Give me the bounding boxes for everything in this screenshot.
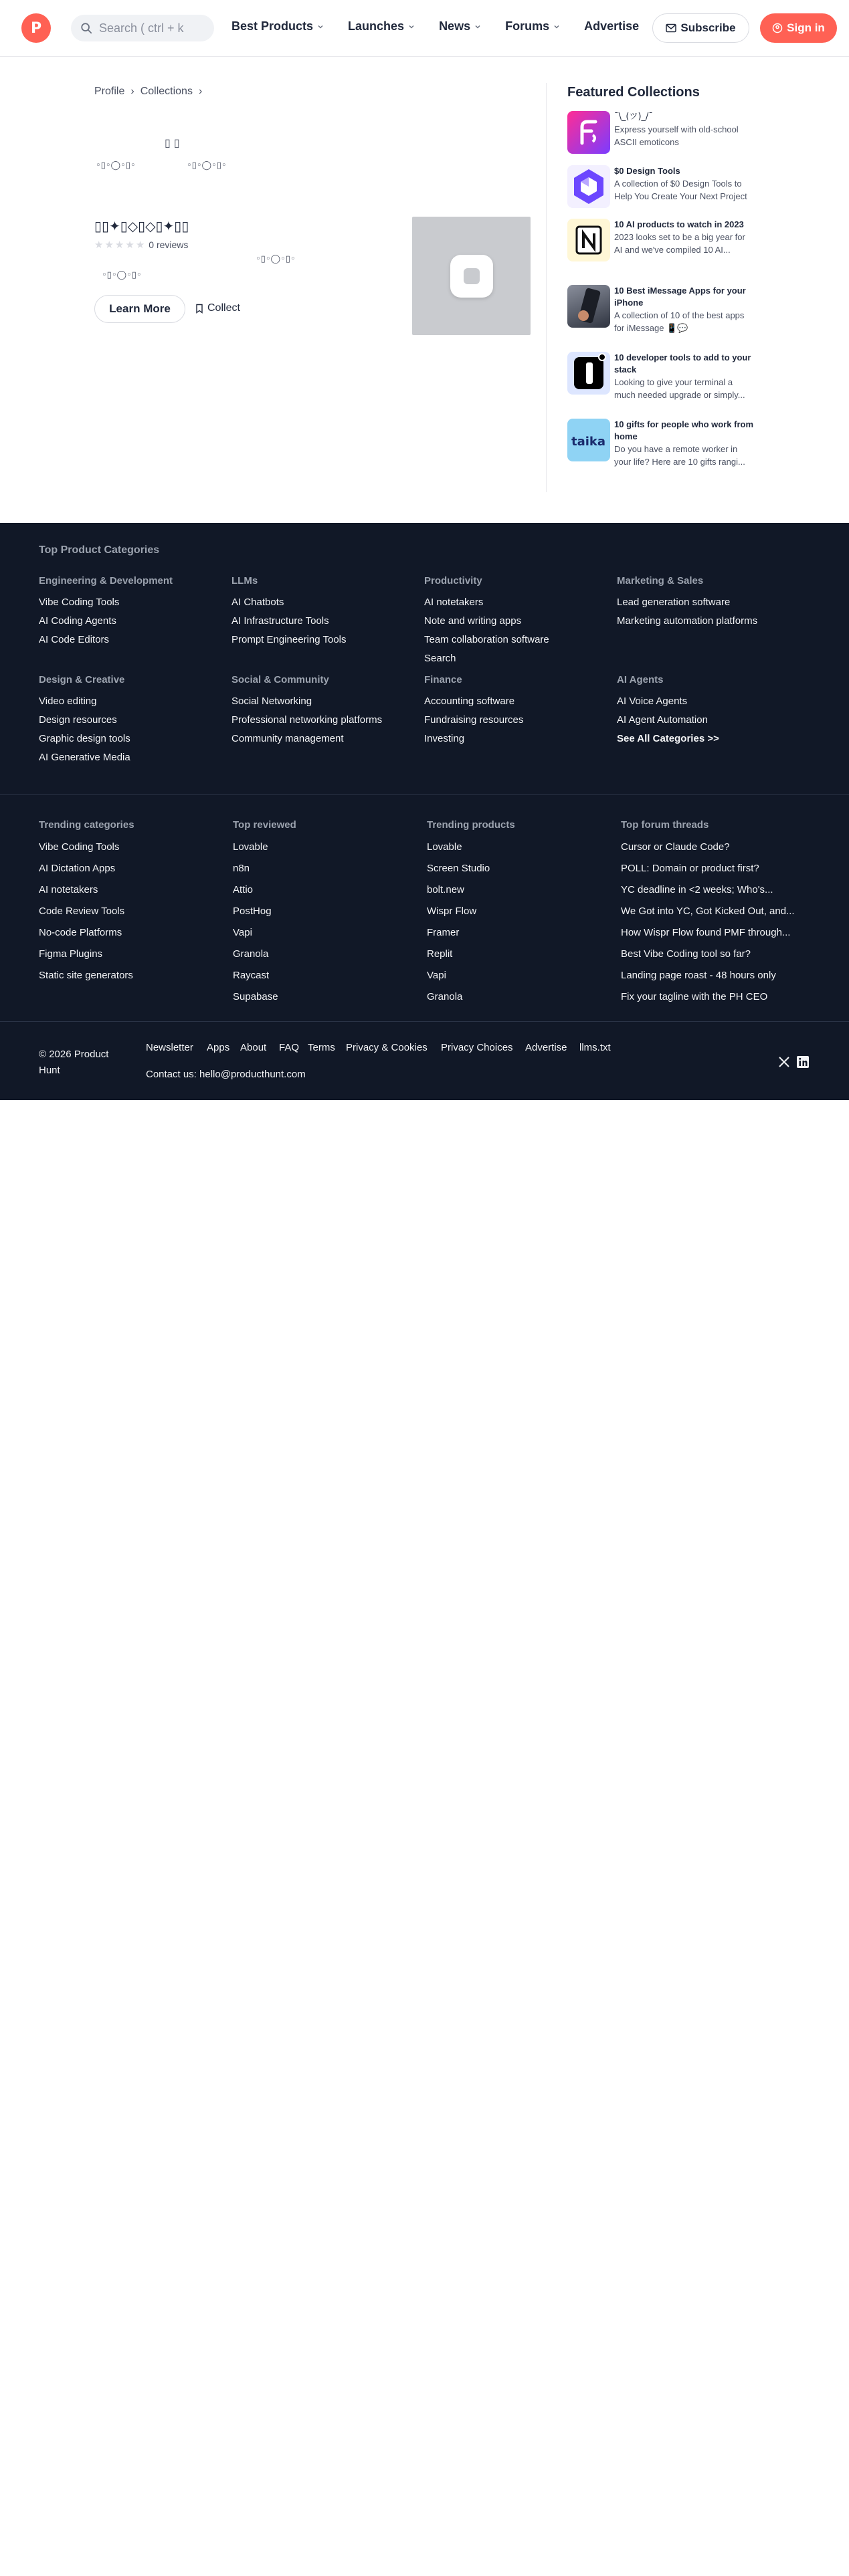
featured-collection-item[interactable] [567,111,761,158]
footer-bottom-link[interactable]: Advertise [525,1042,567,1053]
product-meta-glyphs: ◦▯◦◯◦▯◦ [102,270,142,280]
collection-desc: much needed upgrade or simply... [614,390,745,400]
bookmark-icon [195,304,203,314]
category-group-title: Marketing & Sales [617,575,704,586]
category-link[interactable]: Community management [231,733,344,744]
search-icon [80,22,92,34]
category-link[interactable]: Professional networking platforms [231,714,383,726]
category-link[interactable]: Social Networking [231,695,312,707]
footer-link[interactable]: Raycast [233,970,270,981]
mail-icon [666,23,676,33]
footer-column-title: Top forum threads [621,819,709,831]
nav-label: News [439,19,471,33]
contact-email-link[interactable]: Contact us: hello@producthunt.com [146,1069,306,1080]
copyright: © 2026 Product Hunt [39,1049,109,1076]
collection-desc: Looking to give your terminal a [614,377,733,387]
collection-thumbnail [567,111,610,154]
collection-desc: for iMessage 📱💬 [614,323,688,333]
breadcrumb-profile[interactable]: Profile [94,86,125,97]
product-meta-glyphs: ◦▯◦◯◦▯◦ [256,254,296,264]
category-group-title: AI Agents [617,674,664,685]
collection-desc: 2023 looks set to be a big year for [614,232,745,242]
nav-label: Launches [348,19,405,33]
footer-link[interactable]: AI notetakers [39,884,98,895]
placeholder-app-icon [450,255,493,298]
category-link[interactable]: Note and writing apps [424,615,522,627]
category-link[interactable]: AI Voice Agents [617,695,688,707]
footer-link[interactable]: How Wispr Flow found PMF through... [621,927,791,938]
collection-desc: Help You Create Your Next Project [614,191,747,201]
logo-letter: P [30,19,42,37]
category-group-title: Social & Community [231,674,329,685]
collection-name: ¯\_(ツ)_/¯ [614,112,653,122]
category-link[interactable]: AI notetakers [424,597,484,608]
footer-column-title: Trending products [427,819,515,831]
collection-desc: A collection of $0 Design Tools to [614,179,742,189]
chevron-down-icon [474,23,481,30]
star-icon: ★ [114,239,124,251]
category-link[interactable]: Investing [424,733,465,744]
collect-label: Collect [207,302,240,314]
footer-link[interactable]: We Got into YC, Got Kicked Out, and... [621,905,795,917]
footer-link[interactable]: Lovable [233,841,268,853]
footer-link[interactable]: n8n [233,863,250,874]
svg-text:taika: taika [571,435,606,449]
review-count[interactable]: 0 reviews [149,239,189,250]
featured-collection-item[interactable] [567,219,761,278]
category-link[interactable]: Lead generation software [617,597,731,608]
collection-thumbnail [567,419,610,461]
chevron-right-icon: › [130,86,134,97]
footer-link[interactable]: Vapi [233,927,252,938]
footer-bottom-link[interactable]: Newsletter [146,1042,193,1053]
breadcrumb [94,86,208,98]
footer-bottom-link[interactable]: Terms [308,1042,335,1053]
category-link[interactable]: Marketing automation platforms [617,615,758,627]
footer-link[interactable]: Lovable [427,841,462,853]
category-link[interactable]: Graphic design tools [39,733,130,744]
product-thumbnail[interactable] [412,217,531,335]
category-link[interactable]: AI Chatbots [231,597,284,608]
site-footer [0,523,849,1100]
footer-link[interactable]: Static site generators [39,970,133,981]
category-group-title: LLMs [231,575,258,586]
footer-divider [0,794,849,795]
footer-link[interactable]: Cursor or Claude Code? [621,841,730,853]
nav-forums[interactable] [505,19,560,33]
linkedin-icon[interactable] [796,1055,810,1069]
footer-link[interactable]: No-code Platforms [39,927,122,938]
footer-link[interactable]: Framer [427,927,460,938]
footer-link[interactable]: Screen Studio [427,863,490,874]
footer-link[interactable]: Granola [427,991,463,1002]
user-circle-icon [772,23,783,33]
product-title[interactable]: ▯▯✦▯◇▯◇▯✦▯▯ [94,218,189,234]
profile-stat-glyphs: ◦▯◦◯◦▯◦ [96,160,136,171]
category-link[interactable]: AI Code Editors [39,634,110,645]
learn-more-button[interactable]: Learn More [94,295,185,323]
top-header [0,0,849,57]
collection-desc: Do you have a remote worker in [614,444,738,454]
footer-bottom-link[interactable]: Privacy & Cookies [346,1042,428,1053]
featured-collections-title: Featured Collections [567,85,700,100]
category-group-title: Engineering & Development [39,575,173,586]
star-icon: ★ [104,239,114,251]
nav-label: Advertise [584,19,640,33]
category-group-title: Finance [424,674,462,685]
footer-divider [0,1021,849,1022]
footer-bottom-link[interactable]: FAQ [279,1042,300,1053]
category-link[interactable]: Design resources [39,714,117,726]
featured-collection-item[interactable] [567,285,761,344]
footer-link[interactable]: Granola [233,948,269,960]
footer-bottom-link[interactable]: Apps [207,1042,230,1053]
collection-desc: Express yourself with old-school [614,124,739,134]
star-icon: ★ [94,239,104,251]
category-group-title: Productivity [424,575,482,586]
category-link[interactable]: Video editing [39,695,97,707]
footer-link[interactable]: Supabase [233,991,278,1002]
footer-bottom-link[interactable]: llms.txt [579,1042,611,1053]
sign-in-label: Sign in [787,21,825,34]
featured-collection-item[interactable] [567,165,761,212]
collection-name: 10 AI products to watch in 2023 [614,219,744,229]
footer-link[interactable]: Wispr Flow [427,905,477,917]
collection-name: $0 Design Tools [614,166,680,176]
categories-heading: Top Product Categories [39,544,160,556]
nav-label: Forums [505,19,550,33]
main-nav [231,19,639,33]
collection-desc: ASCII emoticons [614,137,679,147]
collection-desc: AI and we've compiled 10 AI... [614,245,731,255]
footer-link[interactable]: Code Review Tools [39,905,125,917]
category-link[interactable]: See All Categories >> [617,733,719,744]
footer-link[interactable]: AI Dictation Apps [39,863,116,874]
featured-collection-item[interactable] [567,419,761,477]
star-icon: ★ [135,239,145,251]
footer-link[interactable]: Vapi [427,970,446,981]
breadcrumb-collections[interactable]: Collections [140,86,193,97]
footer-link[interactable]: YC deadline in <2 weeks; Who's... [621,884,773,895]
category-link[interactable]: AI Coding Agents [39,615,116,627]
footer-link[interactable]: Vibe Coding Tools [39,841,120,853]
profile-avatar-glyphs: ▯ ▯ [165,136,180,149]
category-link[interactable]: Prompt Engineering Tools [231,634,347,645]
collection-desc: your life? Here are 10 gifts rangi... [614,457,745,467]
footer-link[interactable]: bolt.new [427,884,464,895]
collection-thumbnail [567,165,610,208]
featured-collection-item[interactable] [567,352,761,411]
collection-name: 10 developer tools to add to your stack [614,352,751,374]
collection-thumbnail [567,285,610,328]
category-link[interactable]: Fundraising resources [424,714,524,726]
category-link[interactable]: AI Agent Automation [617,714,708,726]
collection-name: 10 gifts for people who work from home [614,419,754,441]
category-link[interactable]: Vibe Coding Tools [39,597,120,608]
sidebar-divider [546,83,547,492]
footer-column-title: Top reviewed [233,819,296,831]
category-link[interactable]: Search [424,653,456,664]
collection-desc: A collection of 10 of the best apps [614,310,745,320]
nav-advertise[interactable] [584,19,639,33]
chevron-down-icon [553,23,560,30]
category-link[interactable]: AI Generative Media [39,752,130,763]
footer-link[interactable]: Attio [233,884,254,895]
collection-thumbnail [567,352,610,395]
collect-button[interactable] [195,302,240,314]
footer-column-title: Trending categories [39,819,134,831]
x-twitter-icon[interactable] [777,1055,791,1069]
category-link[interactable]: Accounting software [424,695,515,707]
footer-bottom-link[interactable]: About [240,1042,267,1053]
nav-label: Best Products [231,19,314,33]
category-link[interactable]: Team collaboration software [424,634,549,645]
footer-link[interactable]: Best Vibe Coding tool so far? [621,948,751,960]
subscribe-button[interactable] [652,13,749,43]
product-hunt-logo[interactable] [21,13,51,43]
footer-bottom-link[interactable]: Privacy Choices [441,1042,513,1053]
collection-name: 10 Best iMessage Apps for your iPhone [614,286,746,308]
profile-stat-glyphs: ◦▯◦◯◦▯◦ [187,160,227,171]
footer-link[interactable]: POLL: Domain or product first? [621,863,759,874]
footer-link[interactable]: Landing page roast - 48 hours only [621,970,776,981]
chevron-down-icon [317,23,324,30]
star-rating [94,239,188,251]
chevron-right-icon: › [198,86,203,97]
footer-link[interactable]: PostHog [233,905,272,917]
search-placeholder: Search ( ctrl + k [99,21,184,35]
subscribe-label: Subscribe [680,21,736,34]
nav-best-products[interactable] [231,19,324,33]
chevron-down-icon [408,23,415,30]
category-group-title: Design & Creative [39,674,125,685]
collection-thumbnail [567,219,610,261]
footer-link[interactable]: Figma Plugins [39,948,103,960]
footer-link[interactable]: Fix your tagline with the PH CEO [621,991,768,1002]
footer-link[interactable]: Replit [427,948,453,960]
nav-news[interactable] [439,19,481,33]
search-input[interactable] [71,15,214,41]
nav-launches[interactable] [348,19,415,33]
star-icon: ★ [125,239,134,251]
category-link[interactable]: AI Infrastructure Tools [231,615,329,627]
sign-in-button[interactable] [760,13,837,43]
